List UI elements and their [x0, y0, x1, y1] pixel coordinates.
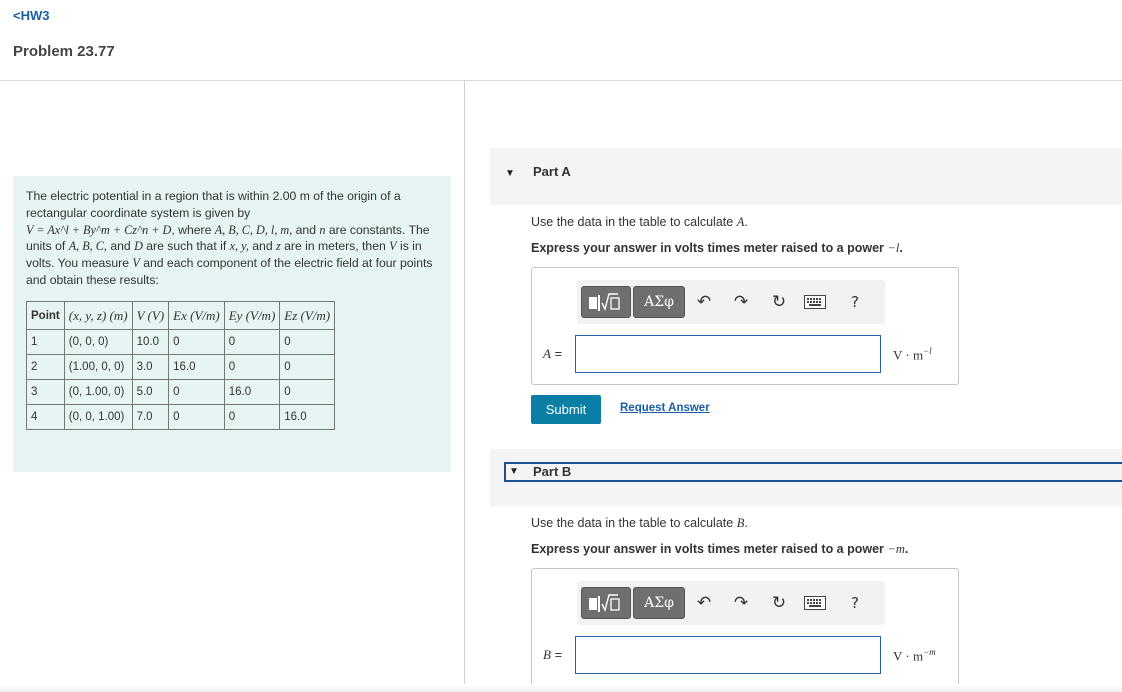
- table-cell: 0: [280, 355, 335, 380]
- answer-unit-label: $V \cdot m^{-l}$: [893, 346, 932, 363]
- table-cell: 1: [27, 330, 65, 355]
- part-a-answer-box: [531, 267, 959, 385]
- problem-statement: [13, 176, 451, 472]
- reset-icon[interactable]: ↻: [771, 593, 787, 612]
- table-cell: 0: [169, 330, 225, 355]
- table-cell: 4: [27, 405, 65, 430]
- undo-icon[interactable]: ↶: [696, 292, 712, 311]
- reset-icon[interactable]: ↻: [771, 292, 787, 311]
- table-cell: 16.0: [224, 380, 280, 405]
- greek-symbols-button[interactable]: ΑΣφ: [633, 587, 685, 619]
- part-a-header[interactable]: [490, 148, 1122, 205]
- templates-icon: [586, 291, 626, 313]
- table-cell: 0: [169, 380, 225, 405]
- table-row: [27, 405, 335, 430]
- answer-variable-label: A =: [543, 346, 563, 361]
- table-cell: 3.0: [132, 355, 169, 380]
- collapse-arrow-icon[interactable]: ▼: [509, 466, 519, 477]
- undo-icon[interactable]: ↶: [696, 593, 712, 612]
- answer-unit-label: $V \cdot m^{-m}$: [893, 647, 936, 664]
- answer-variable-label: B =: [543, 647, 563, 662]
- col-header-ex: Ex (V/m): [169, 302, 225, 330]
- back-link-label: HW3: [20, 8, 50, 23]
- col-header-point: Point: [27, 302, 65, 330]
- part-b-answer-box: [531, 568, 959, 686]
- page-title: Problem 23.77: [13, 43, 115, 60]
- header-divider: [0, 80, 1122, 81]
- table-cell: (0, 1.00, 0): [64, 380, 132, 405]
- table-header-row: [27, 302, 335, 330]
- potential-equation: V = Ax^l + By^m + Cz^n + D: [26, 222, 172, 237]
- col-header-v: V (V): [132, 302, 169, 330]
- table-cell: 16.0: [280, 405, 335, 430]
- redo-icon[interactable]: ↷: [733, 593, 749, 612]
- table-row: [27, 355, 335, 380]
- table-cell: 0: [169, 405, 225, 430]
- chevron-left-icon: <: [13, 8, 21, 23]
- table-cell: 0: [224, 355, 280, 380]
- greek-symbols-button[interactable]: ΑΣφ: [633, 286, 685, 318]
- math-toolbar: [577, 581, 885, 625]
- math-toolbar: [577, 280, 885, 324]
- back-link-hw3[interactable]: [13, 8, 49, 23]
- problem-intro: The electric potential in a region that is within 2.00 m of the origin of a rectangular coordinate system is given by: [26, 189, 401, 220]
- table-cell: 5.0: [132, 380, 169, 405]
- keyboard-icon[interactable]: [803, 290, 827, 314]
- part-a-express: Express your answer in volts times meter raised to a power −l.: [531, 241, 903, 255]
- table-cell: (0, 0, 0): [64, 330, 132, 355]
- table-cell: 0: [280, 380, 335, 405]
- table-cell: (0, 0, 1.00): [64, 405, 132, 430]
- part-b-header[interactable]: [490, 449, 1122, 506]
- part-b-express: Express your answer in volts times meter raised to a power −m.: [531, 542, 909, 556]
- column-divider: [464, 81, 465, 692]
- templates-icon: [586, 592, 626, 614]
- problem-text: The electric potential in a region that is within 2.00 m of the origin of a rectangular coordinate system is given by V = Ax^l + By^m + Cz^n + D, where A, B, C, D, l, m, and n are constants. The units of A, B, C, and D are such that if x, y, and z are in meters, then V is in volts. You measure V and each component of the electric field at four points and obtain these results:: [26, 189, 433, 287]
- part-b-instruction: Use the data in the table to calculate B.: [531, 516, 748, 530]
- help-icon[interactable]: ?: [851, 594, 859, 612]
- redo-icon[interactable]: ↷: [733, 292, 749, 311]
- table-cell: (1.00, 0, 0): [64, 355, 132, 380]
- part-a-title: Part A: [533, 164, 571, 179]
- col-header-ey: Ey (V/m): [224, 302, 280, 330]
- table-cell: 10.0: [132, 330, 169, 355]
- submit-button[interactable]: Submit: [531, 395, 601, 424]
- col-header-coords: (x, y, z) (m): [64, 302, 132, 330]
- templates-button[interactable]: [581, 587, 631, 619]
- table-cell: 0: [224, 405, 280, 430]
- help-icon[interactable]: ?: [851, 293, 859, 311]
- keyboard-glyph: [804, 596, 826, 610]
- table-row: [27, 330, 335, 355]
- part-b-title: Part B: [533, 464, 572, 479]
- templates-button[interactable]: [581, 286, 631, 318]
- request-answer-link[interactable]: Request Answer: [620, 402, 710, 414]
- table-row: [27, 380, 335, 405]
- bottom-fade: [0, 684, 1122, 692]
- table-cell: 7.0: [132, 405, 169, 430]
- table-cell: 16.0: [169, 355, 225, 380]
- table-cell: 0: [280, 330, 335, 355]
- table-cell: 3: [27, 380, 65, 405]
- collapse-arrow-icon[interactable]: ▼: [505, 168, 515, 179]
- table-cell: 0: [224, 330, 280, 355]
- keyboard-glyph: [804, 295, 826, 309]
- col-header-ez: Ez (V/m): [280, 302, 335, 330]
- table-cell: 2: [27, 355, 65, 380]
- part-a-instruction: Use the data in the table to calculate A.: [531, 215, 748, 229]
- focus-ring: [504, 462, 1122, 482]
- data-table: [26, 301, 335, 430]
- keyboard-icon[interactable]: [803, 591, 827, 615]
- part-a-answer-input[interactable]: [575, 335, 881, 373]
- part-b-answer-input[interactable]: [575, 636, 881, 674]
